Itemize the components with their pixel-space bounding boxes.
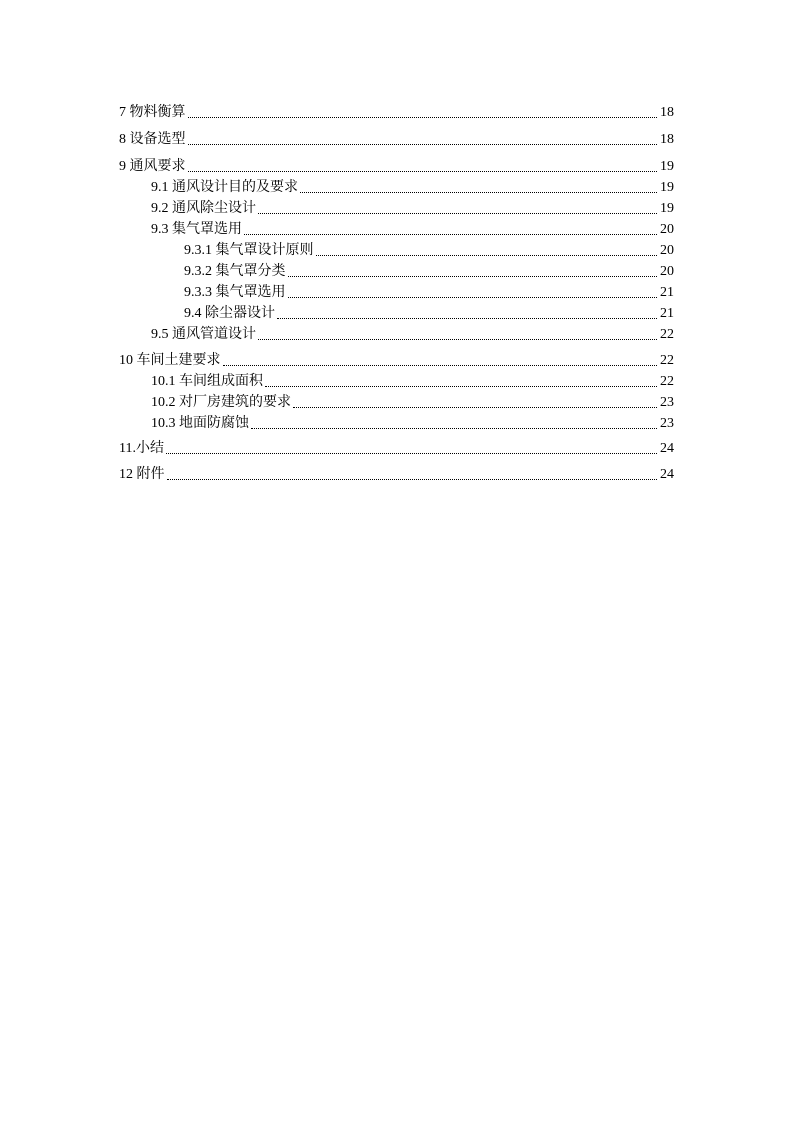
- toc-entry[interactable]: [119, 348, 674, 370]
- toc-entry-page: 24: [660, 467, 674, 482]
- toc-entry-title: 9.1 通风设计目的及要求: [151, 180, 298, 195]
- toc-entry-page: 20: [660, 222, 674, 237]
- toc-entry-title: 12 附件: [119, 467, 165, 482]
- toc-entry-title: 9.3.3 集气罩选用: [184, 285, 286, 300]
- toc-entry[interactable]: [119, 100, 674, 122]
- toc-entry-title: 11.小结: [119, 441, 164, 456]
- toc-entry[interactable]: [151, 390, 674, 412]
- toc-dot-leader: [287, 263, 659, 281]
- toc-entry-page: 21: [660, 285, 674, 300]
- toc-entry-title: 7 物料衡算: [119, 105, 186, 120]
- toc-entry-title: 10.1 车间组成面积: [151, 374, 263, 389]
- toc-dot-leader: [165, 440, 658, 458]
- toc-entry-page: 24: [660, 441, 674, 456]
- toc-entry-page: 18: [660, 132, 674, 147]
- toc-entry[interactable]: [119, 154, 674, 176]
- toc-entry[interactable]: [151, 217, 674, 239]
- toc-entry[interactable]: [119, 436, 674, 458]
- toc-entry-title: 10.3 地面防腐蚀: [151, 416, 249, 431]
- toc-entry-page: 22: [660, 327, 674, 342]
- toc-entry[interactable]: [184, 238, 674, 260]
- toc-entry-title: 9.3.1 集气罩设计原则: [184, 243, 314, 258]
- toc-dot-leader: [166, 466, 659, 484]
- toc-entry[interactable]: [184, 301, 674, 323]
- toc-dot-leader: [287, 284, 659, 302]
- toc-entry-page: 22: [660, 353, 674, 368]
- toc-entry-title: 9.4 除尘器设计: [184, 306, 275, 321]
- toc-entry-page: 22: [660, 374, 674, 389]
- toc-entry[interactable]: [184, 259, 674, 281]
- toc-dot-leader: [187, 158, 659, 176]
- toc-dot-leader: [292, 394, 658, 412]
- toc-entry[interactable]: [119, 462, 674, 484]
- toc-entry[interactable]: [151, 196, 674, 218]
- toc-dot-leader: [257, 200, 658, 218]
- toc-entry-title: 9.5 通风管道设计: [151, 327, 256, 342]
- toc-entry-page: 19: [660, 201, 674, 216]
- toc-dot-leader: [250, 415, 658, 433]
- toc-entry-page: 23: [660, 395, 674, 410]
- toc-entry-page: 19: [660, 159, 674, 174]
- toc-entry-title: 9.3.2 集气罩分类: [184, 264, 286, 279]
- toc-entry[interactable]: [119, 127, 674, 149]
- toc-entry-page: 20: [660, 243, 674, 258]
- toc-entry-page: 21: [660, 306, 674, 321]
- toc-entry-title: 9 通风要求: [119, 159, 186, 174]
- toc-entry[interactable]: [151, 322, 674, 344]
- toc-entry-page: 18: [660, 105, 674, 120]
- toc-dot-leader: [276, 305, 658, 323]
- toc-dot-leader: [187, 104, 659, 122]
- toc-dot-leader: [257, 326, 658, 344]
- toc-dot-leader: [264, 373, 658, 391]
- toc-dot-leader: [299, 179, 658, 197]
- toc-entry-title: 10.2 对厂房建筑的要求: [151, 395, 291, 410]
- toc-entry[interactable]: [151, 369, 674, 391]
- toc-dot-leader: [243, 221, 658, 239]
- toc-entry-title: 10 车间土建要求: [119, 353, 221, 368]
- toc-entry-page: 23: [660, 416, 674, 431]
- toc-entry[interactable]: [151, 175, 674, 197]
- toc-dot-leader: [315, 242, 659, 260]
- toc-entry-title: 9.2 通风除尘设计: [151, 201, 256, 216]
- toc-entry-title: 9.3 集气罩选用: [151, 222, 242, 237]
- toc-entry-page: 20: [660, 264, 674, 279]
- toc-entry-page: 19: [660, 180, 674, 195]
- toc-entry-title: 8 设备选型: [119, 132, 186, 147]
- toc-entry[interactable]: [151, 411, 674, 433]
- toc-dot-leader: [187, 131, 659, 149]
- toc-dot-leader: [222, 352, 659, 370]
- toc-entry[interactable]: [184, 280, 674, 302]
